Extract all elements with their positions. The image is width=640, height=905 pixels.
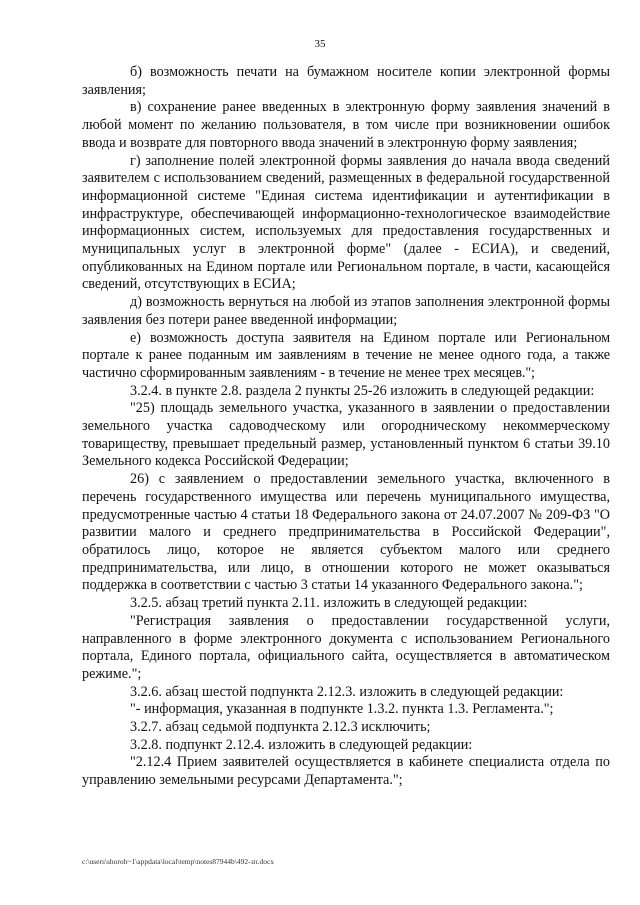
- paragraph-3-2-4: 3.2.4. в пункте 2.8. раздела 2 пункты 25-26 изложить в следующей редакции:: [130, 382, 595, 399]
- page-number: 35: [314, 38, 326, 50]
- footer-file-path: c:\users\shoroh~1\appdata\local\temp\notes87944b\492-зп.docx: [82, 857, 275, 866]
- paragraph-3-2-6: 3.2.6. абзац шестой подпункта 2.12.3. изложить в следующей редакции:: [130, 683, 564, 700]
- paragraph-registration: "Регистрация заявления о предоставлении государственной услуги, направленного в форме электронного документа с использованием Регионального портала, Единого портала, официального сайта, осуществляется в автоматическом режиме.";: [82, 612, 610, 682]
- paragraph-b: б) возможность печати на бумажном носителе копии электронной формы заявления;: [82, 64, 610, 98]
- paragraph-v: в) сохранение ранее введенных в электронную форму заявления значений в любой момент по желанию пользователя, в том числе при возникновении ошибок ввода и возврате для повторного ввода значений в электронную форму заявления;: [82, 99, 610, 151]
- paragraph-3-2-8: 3.2.8. подпункт 2.12.4. изложить в следующей редакции:: [130, 736, 473, 753]
- paragraph-item-26: 26) с заявлением о предоставлении земельного участка, включенного в перечень государственного имущества или перечень муниципального имущества, предусмотренные частью 4 статьи 18 Федерального закона от 24.07.2007 № 209-ФЗ "О развитии малого и среднего предпринимательства в Российской Федерации", обратилось лицо, которое не является субъектом малого или среднего предпринимательства, или лицо, в отношении которого не может оказываться поддержка в соответствии с частью 3 статьи 14 указанного Федерального закона.";: [82, 471, 610, 594]
- paragraph-3-2-7: 3.2.7. абзац седьмой подпункта 2.12.3 исключить;: [130, 719, 431, 736]
- paragraph-information: "- информация, указанная в подпункте 1.3.2. пункта 1.3. Регламента.";: [130, 701, 554, 718]
- paragraph-g: г) заполнение полей электронной формы заявления до начала ввода сведений заявителем с использованием сведений, размещенных в федеральной государственной информационной системе "Единая система идентификации и аутентификации в инфраструктуре, обеспечивающей информационно-технологическое взаимодействие информационных систем, используемых для предоставления государственных и муниципальных услуг в электронной форме" (далее - ЕСИА), и сведений, опубликованных на Едином портале или Региональном портале, в части, касающейся сведений, отсутствующих в ЕСИА;: [82, 152, 610, 293]
- paragraph-item-25: "25) площадь земельного участка, указанного в заявлении о предоставлении земельного участка садоводческому или огородническому некоммерческому товариществу, превышает предельный размер, установленный пунктом 6 статьи 39.10 Земельного кодекса Российской Федерации;: [82, 400, 610, 470]
- paragraph-d: д) возможность вернуться на любой из этапов заполнения электронной формы заявления без потери ранее введенной информации;: [82, 294, 610, 328]
- paragraph-3-2-5: 3.2.5. абзац третий пункта 2.11. изложить в следующей редакции:: [130, 595, 528, 612]
- paragraph-2-12-4: "2.12.4 Прием заявителей осуществляется в кабинете специалиста отдела по управлению земельными ресурсами Департамента.";: [82, 754, 610, 789]
- paragraph-e: е) возможность доступа заявителя на Едином портале или Региональном портале к ранее поданным им заявлениям в течение не менее одного года, а также частично сформированным заявлениям - в течение не менее трех месяцев.";: [82, 329, 610, 381]
- document-body: [82, 64, 610, 790]
